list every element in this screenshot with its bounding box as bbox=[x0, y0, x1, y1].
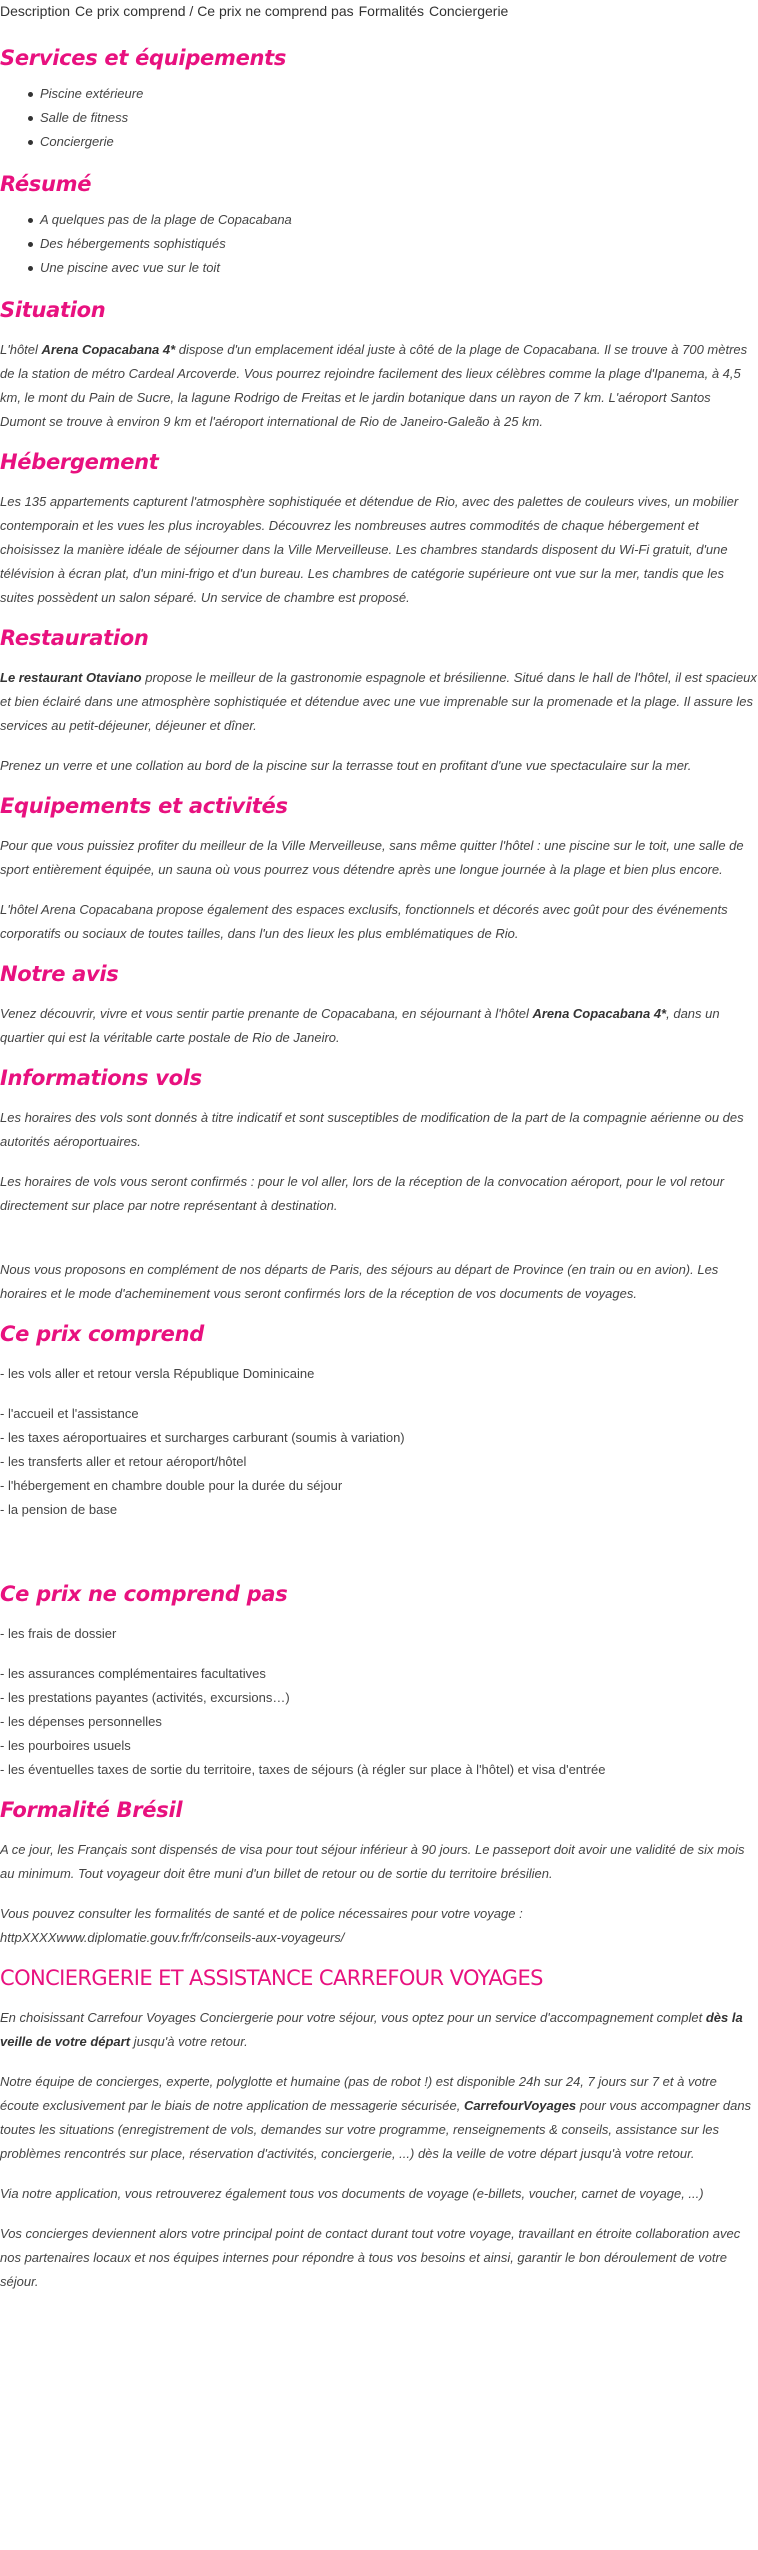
conciergerie-app-name: CarrefourVoyages bbox=[463, 2098, 577, 2113]
ne-comprend-section bbox=[0, 1580, 758, 1782]
list-item: - les assurances complémentaires facultatives bbox=[0, 1666, 266, 1681]
tab-prix[interactable]: Ce prix comprend / Ce prix ne comprend pas bbox=[75, 3, 354, 19]
formalite-url[interactable]: httpXXXXwww.diplomatie.gouv.fr/fr/conseils-aux-voyageurs/ bbox=[0, 1930, 345, 1945]
hebergement-section bbox=[0, 448, 758, 610]
ne-comprend-title: Ce prix ne comprend pas bbox=[0, 1582, 288, 1606]
avis-post: , dans un quartier qui est la véritable carte postale de Rio de Janeiro. bbox=[0, 1006, 720, 1045]
avis-text bbox=[0, 1002, 758, 1050]
list-item: - la pension de base bbox=[0, 1502, 118, 1517]
avis-section bbox=[0, 960, 758, 1050]
restauration-section bbox=[0, 624, 758, 778]
vols-title: Informations vols bbox=[0, 1066, 202, 1090]
vols-section bbox=[0, 1064, 758, 1306]
situation-text bbox=[0, 338, 758, 434]
list-item: - l'hébergement en chambre double pour la durée du séjour bbox=[0, 1478, 343, 1493]
ne-comprend-list bbox=[0, 1662, 758, 1782]
comprend-title: Ce prix comprend bbox=[0, 1322, 204, 1346]
formalite-text-2: Vous pouvez consulter les formalités de santé et de police nécessaires pour votre voyage : bbox=[0, 1906, 523, 1921]
equipements-section bbox=[0, 792, 758, 946]
comprend-section bbox=[0, 1320, 758, 1522]
list-item: Piscine extérieure bbox=[24, 82, 758, 106]
vols-text: Les horaires des vols sont donnés à titre indicatif et sont susceptibles de modification de la part de la compagnie aérienne ou des autorités aéroportuaires. bbox=[0, 1110, 744, 1149]
resume-title: Résumé bbox=[0, 172, 92, 196]
conciergerie-text-4: Vos concierges deviennent alors votre principal point de contact durant tout votre voyage, travaillant en étroite collaboration avec nos partenaires locaux et nos équipes internes pour répondre à tous vos besoins et ainsi, garantir le bon déroulement de votre séjour. bbox=[0, 2226, 741, 2289]
conciergerie-text-2 bbox=[0, 2070, 758, 2166]
avis-title: Notre avis bbox=[0, 962, 119, 986]
situation-title: Situation bbox=[0, 298, 106, 322]
list-item: Salle de fitness bbox=[24, 106, 758, 130]
list-item: - les transferts aller et retour aéroport/hôtel bbox=[0, 1454, 247, 1469]
conciergerie-p1-pre: En choisissant Carrefour Voyages Conciergerie pour votre séjour, vous optez pour un service d'accompagnement complet bbox=[0, 2010, 706, 2025]
comprend-first: - les vols aller et retour versla République Dominicaine bbox=[0, 1366, 315, 1381]
restauration-text bbox=[0, 666, 758, 738]
services-section bbox=[0, 44, 758, 154]
equipements-text-2: L'hôtel Arena Copacabana propose également des espaces exclusifs, fonctionnels et décorés avec goût pour des événements corporatifs ou sociaux de toutes tailles, dans l'un des lieux les plus emblématiques de Rio. bbox=[0, 902, 728, 941]
conciergerie-p1-post: jusqu'à votre retour. bbox=[130, 2034, 248, 2049]
comprend-list bbox=[0, 1402, 758, 1522]
conciergerie-section bbox=[0, 1964, 758, 2294]
conciergerie-title: CONCIERGERIE ET ASSISTANCE CARREFOUR VOYAGES bbox=[0, 1966, 543, 1990]
restauration-text-2: Prenez un verre et une collation au bord de la piscine sur la terrasse tout en profitant d'une vue spectaculaire sur la mer. bbox=[0, 758, 692, 773]
ne-comprend-first: - les frais de dossier bbox=[0, 1626, 117, 1641]
vols-text-3: Nous vous proposons en complément de nos départs de Paris, des séjours au départ de Province (en train ou en avion). Les horaires et le mode d'acheminement vous seront confirmés lors de la réception de vos documents de voyages. bbox=[0, 1262, 719, 1301]
services-title: Services et équipements bbox=[0, 46, 287, 70]
conciergerie-text-1 bbox=[0, 2006, 758, 2054]
list-item: - les dépenses personnelles bbox=[0, 1714, 162, 1729]
formalite-text: A ce jour, les Français sont dispensés de visa pour tout séjour inférieur à 90 jours. Le passeport doit avoir une validité de six mois au minimum. Tout voyageur doit être muni d'un billet de retour ou de sortie du territoire brésilien. bbox=[0, 1842, 745, 1881]
list-item: - les pourboires usuels bbox=[0, 1738, 131, 1753]
hebergement-text: Les 135 appartements capturent l'atmosphère sophistiquée et détendue de Rio, avec des palettes de couleurs vives, un mobilier contemporain et les vues les plus incroyables. Découvrez les nombreuses autres commodités de chaque hébergement et choisissez la manière idéale de séjourner dans la Ville Merveilleuse. Les chambres standards disposent du Wi-Fi gratuit, d'une télévision à écran plat, d'un mini-frigo et d'un bureau. Les chambres de catégorie supérieure ont vue sur la mer, tandis que les suites possèdent un salon séparé. Un service de chambre est proposé. bbox=[0, 494, 739, 605]
resume-list bbox=[0, 208, 758, 280]
list-item: - les éventuelles taxes de sortie du territoire, taxes de séjours (à régler sur place à l'hôtel) et visa d'entrée bbox=[0, 1762, 606, 1777]
tab-bar bbox=[0, 0, 758, 22]
list-item: - l'accueil et l'assistance bbox=[0, 1406, 139, 1421]
avis-pre: Venez découvrir, vivre et vous sentir partie prenante de Copacabana, en séjournant à l'hôtel bbox=[0, 1006, 533, 1021]
tab-formalites[interactable]: Formalités bbox=[358, 3, 424, 19]
list-item: - les prestations payantes (activités, excursions…) bbox=[0, 1690, 290, 1705]
restauration-title: Restauration bbox=[0, 626, 149, 650]
formalite-section bbox=[0, 1796, 758, 1950]
resume-section bbox=[0, 170, 758, 280]
tab-conciergerie[interactable]: Conciergerie bbox=[428, 3, 509, 19]
services-list bbox=[0, 82, 758, 154]
list-item: Des hébergements sophistiqués bbox=[24, 232, 758, 256]
situation-pre: L'hôtel bbox=[0, 342, 42, 357]
restaurant-name: Le restaurant Otaviano bbox=[0, 670, 142, 685]
conciergerie-p1-bold: dès la veille de votre départ bbox=[0, 2010, 743, 2049]
hotel-name: Arena Copacabana 4* bbox=[532, 1006, 667, 1021]
situation-section bbox=[0, 296, 758, 434]
hotel-name: Arena Copacabana 4* bbox=[41, 342, 176, 357]
list-item: Une piscine avec vue sur le toit bbox=[24, 256, 758, 280]
restauration-body: propose le meilleur de la gastronomie espagnole et brésilienne. Situé dans le hall de l'hôtel, il est spacieux et bien éclairé dans une atmosphère sophistiquée et détendue avec une vue imprenable sur la promenade et la plage. Il assure les services au petit-déjeuner, déjeuner et dîner. bbox=[0, 670, 757, 733]
situation-body: dispose d'un emplacement idéal juste à côté de la plage de Copacabana. Il se trouve à 700 mètres de la station de métro Cardeal Arcoverde. Vous pourrez rejoindre facilement des lieux célèbres comme la plage d'Ipanema, à 4,5 km, le mont du Pain de Sucre, la lagune Rodrigo de Freitas et le jardin botanique dans un rayon de 7 km. L'aéroport Santos Dumont se trouve à environ 9 km et l'aéroport international de Rio de Janeiro-Galeão à 25 km. bbox=[0, 342, 748, 429]
conciergerie-text-3: Via notre application, vous retrouverez également tous vos documents de voyage (e-billets, voucher, carnet de voyage, ...) bbox=[0, 2186, 704, 2201]
hebergement-title: Hébergement bbox=[0, 450, 159, 474]
equipements-text: Pour que vous puissiez profiter du meilleur de la Ville Merveilleuse, sans même quitter l'hôtel : une piscine sur le toit, une salle de sport entièrement équipée, un sauna où vous pourrez vous détendre après une longue journée à la plage et bien plus encore. bbox=[0, 838, 744, 877]
list-item: - les taxes aéroportuaires et surcharges carburant (soumis à variation) bbox=[0, 1430, 405, 1445]
list-item: A quelques pas de la plage de Copacabana bbox=[24, 208, 758, 232]
equipements-title: Equipements et activités bbox=[0, 794, 288, 818]
list-item: Conciergerie bbox=[24, 130, 758, 154]
tab-description[interactable]: Description bbox=[0, 3, 71, 19]
vols-text-2: Les horaires de vols vous seront confirmés : pour le vol aller, lors de la réception de la convocation aéroport, pour le vol retour directement sur place par notre représentant à destination. bbox=[0, 1174, 725, 1213]
formalite-title: Formalité Brésil bbox=[0, 1798, 183, 1822]
conciergerie-p2-pre: Notre équipe de concierges, experte, polyglotte et humaine (pas de robot !) est disponible 24h sur 24, 7 jours sur 7 et à votre écoute exclusivement par le biais de notre application de messagerie sécurisée, bbox=[0, 2074, 717, 2113]
conciergerie-p2-post: pour vous accompagner dans toutes les situations (enregistrement de vols, demandes sur votre programme, renseignements & conseils, assistance sur les problèmes rencontrés sur place, réservation d'activités, conciergerie, ...) dès la veille de votre départ jusqu'à votre retour. bbox=[0, 2098, 752, 2161]
